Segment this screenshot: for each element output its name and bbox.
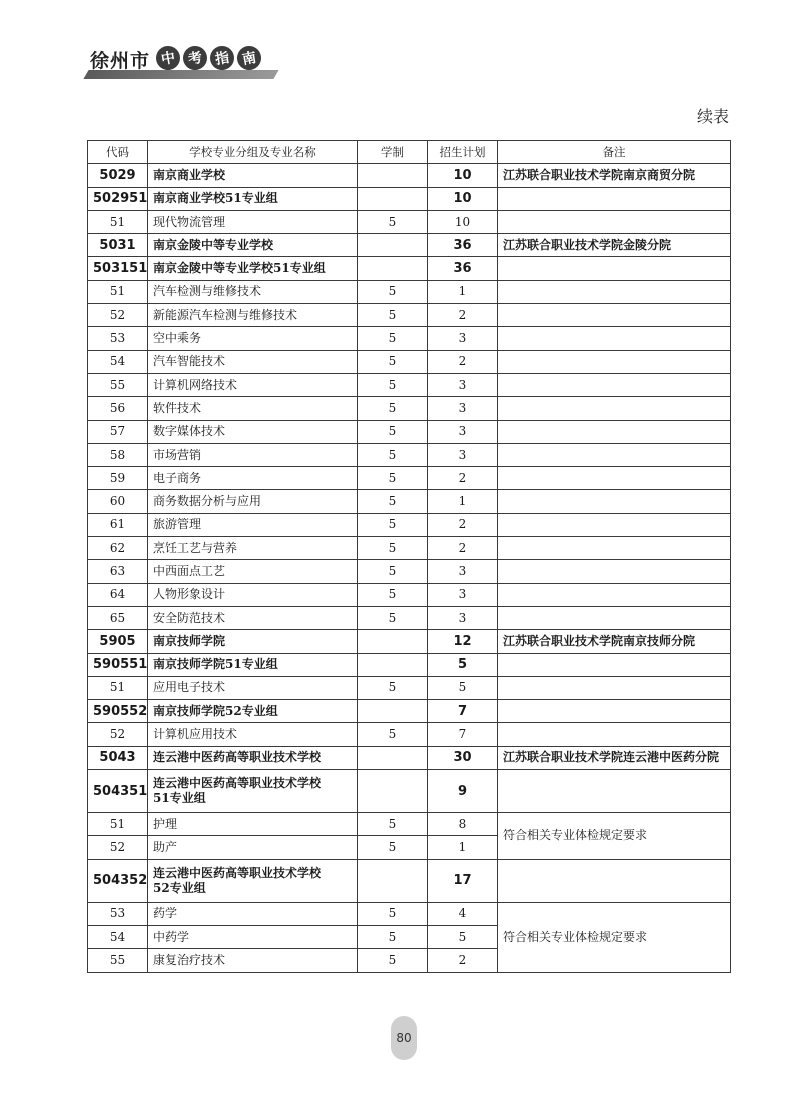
cell-duration <box>358 653 428 676</box>
cell-plan: 1 <box>428 836 498 859</box>
table-row <box>88 902 731 925</box>
table-row <box>88 746 731 769</box>
cell-code: 51 <box>88 210 148 233</box>
cell-note: 符合相关专业体检规定要求 <box>498 902 731 972</box>
cell-note <box>498 304 731 327</box>
cell-note: 江苏联合职业技术学院南京商贸分院 <box>498 164 731 187</box>
cell-note: 江苏联合职业技术学院南京技师分院 <box>498 630 731 653</box>
table-row <box>88 467 731 490</box>
cell-note: 江苏联合职业技术学院连云港中医药分院 <box>498 746 731 769</box>
header-badge: 考 <box>181 44 209 72</box>
cell-duration <box>358 187 428 210</box>
cell-name: 中药学 <box>148 925 358 948</box>
cell-code: 51 <box>88 813 148 836</box>
cell-plan: 17 <box>428 859 498 902</box>
page-number: 80 <box>391 1016 417 1060</box>
cell-note <box>498 373 731 396</box>
cell-note <box>498 770 731 813</box>
table-row <box>88 606 731 629</box>
table-header-row <box>88 141 731 164</box>
cell-name: 安全防范技术 <box>148 606 358 629</box>
cell-duration: 5 <box>358 490 428 513</box>
cell-plan: 5 <box>428 653 498 676</box>
cell-code: 62 <box>88 537 148 560</box>
cell-code: 60 <box>88 490 148 513</box>
cell-duration: 5 <box>358 443 428 466</box>
cell-code: 54 <box>88 350 148 373</box>
cell-plan: 3 <box>428 560 498 583</box>
cell-plan: 7 <box>428 723 498 746</box>
cell-duration <box>358 164 428 187</box>
cell-name: 南京商业学校 <box>148 164 358 187</box>
table-row <box>88 280 731 303</box>
cell-note <box>498 700 731 723</box>
cell-plan: 3 <box>428 397 498 420</box>
cell-name-line: 52专业组 <box>153 880 206 895</box>
cell-duration: 5 <box>358 949 428 972</box>
cell-name <box>148 859 358 902</box>
table-row <box>88 257 731 280</box>
cell-code: 590551 <box>88 653 148 676</box>
cell-name: 南京金陵中等专业学校51专业组 <box>148 257 358 280</box>
cell-plan: 2 <box>428 537 498 560</box>
cell-plan: 2 <box>428 949 498 972</box>
table-row <box>88 813 731 836</box>
header-name: 学校专业分组及专业名称 <box>148 141 358 164</box>
cell-plan: 12 <box>428 630 498 653</box>
cell-name: 护理 <box>148 813 358 836</box>
table-row <box>88 164 731 187</box>
header-duration: 学制 <box>358 141 428 164</box>
cell-name: 汽车智能技术 <box>148 350 358 373</box>
table-row <box>88 187 731 210</box>
cell-note <box>498 560 731 583</box>
cell-duration: 5 <box>358 467 428 490</box>
cell-note: 符合相关专业体检规定要求 <box>498 813 731 860</box>
table-row <box>88 676 731 699</box>
table-body <box>88 164 731 972</box>
cell-name-line: 连云港中医药高等职业技术学校 <box>153 865 322 880</box>
cell-code: 590552 <box>88 700 148 723</box>
cell-name: 电子商务 <box>148 467 358 490</box>
table-row <box>88 210 731 233</box>
table-row <box>88 420 731 443</box>
cell-code: 504352 <box>88 859 148 902</box>
cell-duration <box>358 859 428 902</box>
cell-code: 502951 <box>88 187 148 210</box>
cell-note <box>498 653 731 676</box>
cell-plan: 1 <box>428 280 498 303</box>
header-badges <box>156 46 261 70</box>
cell-plan: 8 <box>428 813 498 836</box>
table-row <box>88 560 731 583</box>
cell-duration: 5 <box>358 925 428 948</box>
cell-plan: 2 <box>428 304 498 327</box>
cell-plan: 30 <box>428 746 498 769</box>
table-row <box>88 770 731 813</box>
cell-code: 58 <box>88 443 148 466</box>
cell-code: 57 <box>88 420 148 443</box>
cell-name: 人物形象设计 <box>148 583 358 606</box>
header-title: 徐州市 <box>90 50 151 72</box>
cell-name: 计算机网络技术 <box>148 373 358 396</box>
header-note: 备注 <box>498 141 731 164</box>
cell-plan: 10 <box>428 164 498 187</box>
cell-code: 51 <box>88 280 148 303</box>
table-row <box>88 490 731 513</box>
cell-plan: 5 <box>428 676 498 699</box>
cell-name: 康复治疗技术 <box>148 949 358 972</box>
cell-name: 空中乘务 <box>148 327 358 350</box>
cell-code: 55 <box>88 373 148 396</box>
cell-duration: 5 <box>358 606 428 629</box>
cell-note: 江苏联合职业技术学院金陵分院 <box>498 234 731 257</box>
cell-name: 应用电子技术 <box>148 676 358 699</box>
cell-duration: 5 <box>358 537 428 560</box>
table-row <box>88 304 731 327</box>
cell-name: 汽车检测与维修技术 <box>148 280 358 303</box>
cell-plan: 36 <box>428 257 498 280</box>
table-row <box>88 327 731 350</box>
cell-duration: 5 <box>358 813 428 836</box>
cell-name: 南京商业学校51专业组 <box>148 187 358 210</box>
table-row <box>88 513 731 536</box>
cell-duration: 5 <box>358 560 428 583</box>
cell-note <box>498 187 731 210</box>
cell-name: 烹饪工艺与营养 <box>148 537 358 560</box>
cell-name: 南京技师学院 <box>148 630 358 653</box>
cell-name: 连云港中医药高等职业技术学校 <box>148 746 358 769</box>
cell-code: 503151 <box>88 257 148 280</box>
cell-duration <box>358 700 428 723</box>
cell-note <box>498 327 731 350</box>
cell-plan: 3 <box>428 327 498 350</box>
cell-duration: 5 <box>358 723 428 746</box>
cell-plan: 4 <box>428 902 498 925</box>
cell-name: 数字媒体技术 <box>148 420 358 443</box>
table-row <box>88 234 731 257</box>
cell-code: 5905 <box>88 630 148 653</box>
cell-note <box>498 583 731 606</box>
cell-name: 软件技术 <box>148 397 358 420</box>
cell-note <box>498 537 731 560</box>
continued-label: 续表 <box>696 107 729 126</box>
cell-duration: 5 <box>358 676 428 699</box>
cell-code: 53 <box>88 327 148 350</box>
table-row <box>88 583 731 606</box>
table-row <box>88 630 731 653</box>
cell-code: 5043 <box>88 746 148 769</box>
cell-plan: 1 <box>428 490 498 513</box>
cell-code: 5029 <box>88 164 148 187</box>
cell-code: 61 <box>88 513 148 536</box>
cell-code: 63 <box>88 560 148 583</box>
table-row <box>88 700 731 723</box>
cell-duration <box>358 630 428 653</box>
table-row <box>88 373 731 396</box>
cell-code: 504351 <box>88 770 148 813</box>
cell-plan: 9 <box>428 770 498 813</box>
header-badge: 中 <box>154 44 182 72</box>
cell-plan: 36 <box>428 234 498 257</box>
table-row <box>88 859 731 902</box>
enrollment-table <box>87 140 731 973</box>
cell-name: 新能源汽车检测与维修技术 <box>148 304 358 327</box>
cell-duration: 5 <box>358 280 428 303</box>
cell-note <box>498 723 731 746</box>
cell-note <box>498 257 731 280</box>
cell-name: 助产 <box>148 836 358 859</box>
cell-name: 南京技师学院52专业组 <box>148 700 358 723</box>
cell-duration <box>358 770 428 813</box>
cell-code: 53 <box>88 902 148 925</box>
cell-plan: 2 <box>428 467 498 490</box>
cell-code: 56 <box>88 397 148 420</box>
cell-duration: 5 <box>358 304 428 327</box>
cell-plan: 5 <box>428 925 498 948</box>
cell-code: 65 <box>88 606 148 629</box>
cell-duration: 5 <box>358 210 428 233</box>
cell-code: 64 <box>88 583 148 606</box>
cell-name: 南京技师学院51专业组 <box>148 653 358 676</box>
cell-code: 59 <box>88 467 148 490</box>
cell-plan: 3 <box>428 583 498 606</box>
cell-duration: 5 <box>358 513 428 536</box>
cell-duration: 5 <box>358 836 428 859</box>
cell-duration: 5 <box>358 327 428 350</box>
cell-plan: 2 <box>428 350 498 373</box>
cell-name <box>148 770 358 813</box>
cell-plan: 3 <box>428 420 498 443</box>
header-plan: 招生计划 <box>428 141 498 164</box>
cell-plan: 2 <box>428 513 498 536</box>
cell-note <box>498 210 731 233</box>
cell-note <box>498 420 731 443</box>
cell-plan: 3 <box>428 443 498 466</box>
cell-code: 54 <box>88 925 148 948</box>
cell-duration: 5 <box>358 420 428 443</box>
cell-note <box>498 280 731 303</box>
table-row <box>88 537 731 560</box>
cell-note <box>498 397 731 420</box>
cell-name: 市场营销 <box>148 443 358 466</box>
cell-note <box>498 350 731 373</box>
cell-name-line: 连云港中医药高等职业技术学校 <box>153 776 322 791</box>
cell-code: 52 <box>88 723 148 746</box>
cell-plan: 3 <box>428 606 498 629</box>
cell-name: 旅游管理 <box>148 513 358 536</box>
cell-duration <box>358 234 428 257</box>
cell-name: 计算机应用技术 <box>148 723 358 746</box>
cell-note <box>498 490 731 513</box>
cell-duration: 5 <box>358 373 428 396</box>
cell-name: 药学 <box>148 902 358 925</box>
cell-plan: 10 <box>428 187 498 210</box>
cell-note <box>498 467 731 490</box>
header-badge: 南 <box>235 44 263 72</box>
cell-duration <box>358 746 428 769</box>
cell-duration <box>358 257 428 280</box>
table-row <box>88 443 731 466</box>
table-row <box>88 350 731 373</box>
cell-note <box>498 443 731 466</box>
cell-plan: 3 <box>428 373 498 396</box>
cell-duration: 5 <box>358 397 428 420</box>
cell-duration: 5 <box>358 902 428 925</box>
cell-name: 现代物流管理 <box>148 210 358 233</box>
cell-plan: 7 <box>428 700 498 723</box>
header-code: 代码 <box>88 141 148 164</box>
cell-code: 52 <box>88 304 148 327</box>
cell-duration: 5 <box>358 350 428 373</box>
cell-code: 52 <box>88 836 148 859</box>
cell-name-line: 51专业组 <box>153 791 206 806</box>
table-row <box>88 653 731 676</box>
table-row <box>88 723 731 746</box>
header-badge: 指 <box>208 44 236 72</box>
cell-note <box>498 859 731 902</box>
cell-code: 51 <box>88 676 148 699</box>
cell-note <box>498 676 731 699</box>
cell-plan: 10 <box>428 210 498 233</box>
page-header <box>86 42 282 82</box>
cell-duration: 5 <box>358 583 428 606</box>
cell-name: 商务数据分析与应用 <box>148 490 358 513</box>
cell-note <box>498 606 731 629</box>
cell-name: 南京金陵中等专业学校 <box>148 234 358 257</box>
cell-name: 中西面点工艺 <box>148 560 358 583</box>
cell-code: 5031 <box>88 234 148 257</box>
cell-note <box>498 513 731 536</box>
cell-code: 55 <box>88 949 148 972</box>
table-row <box>88 397 731 420</box>
